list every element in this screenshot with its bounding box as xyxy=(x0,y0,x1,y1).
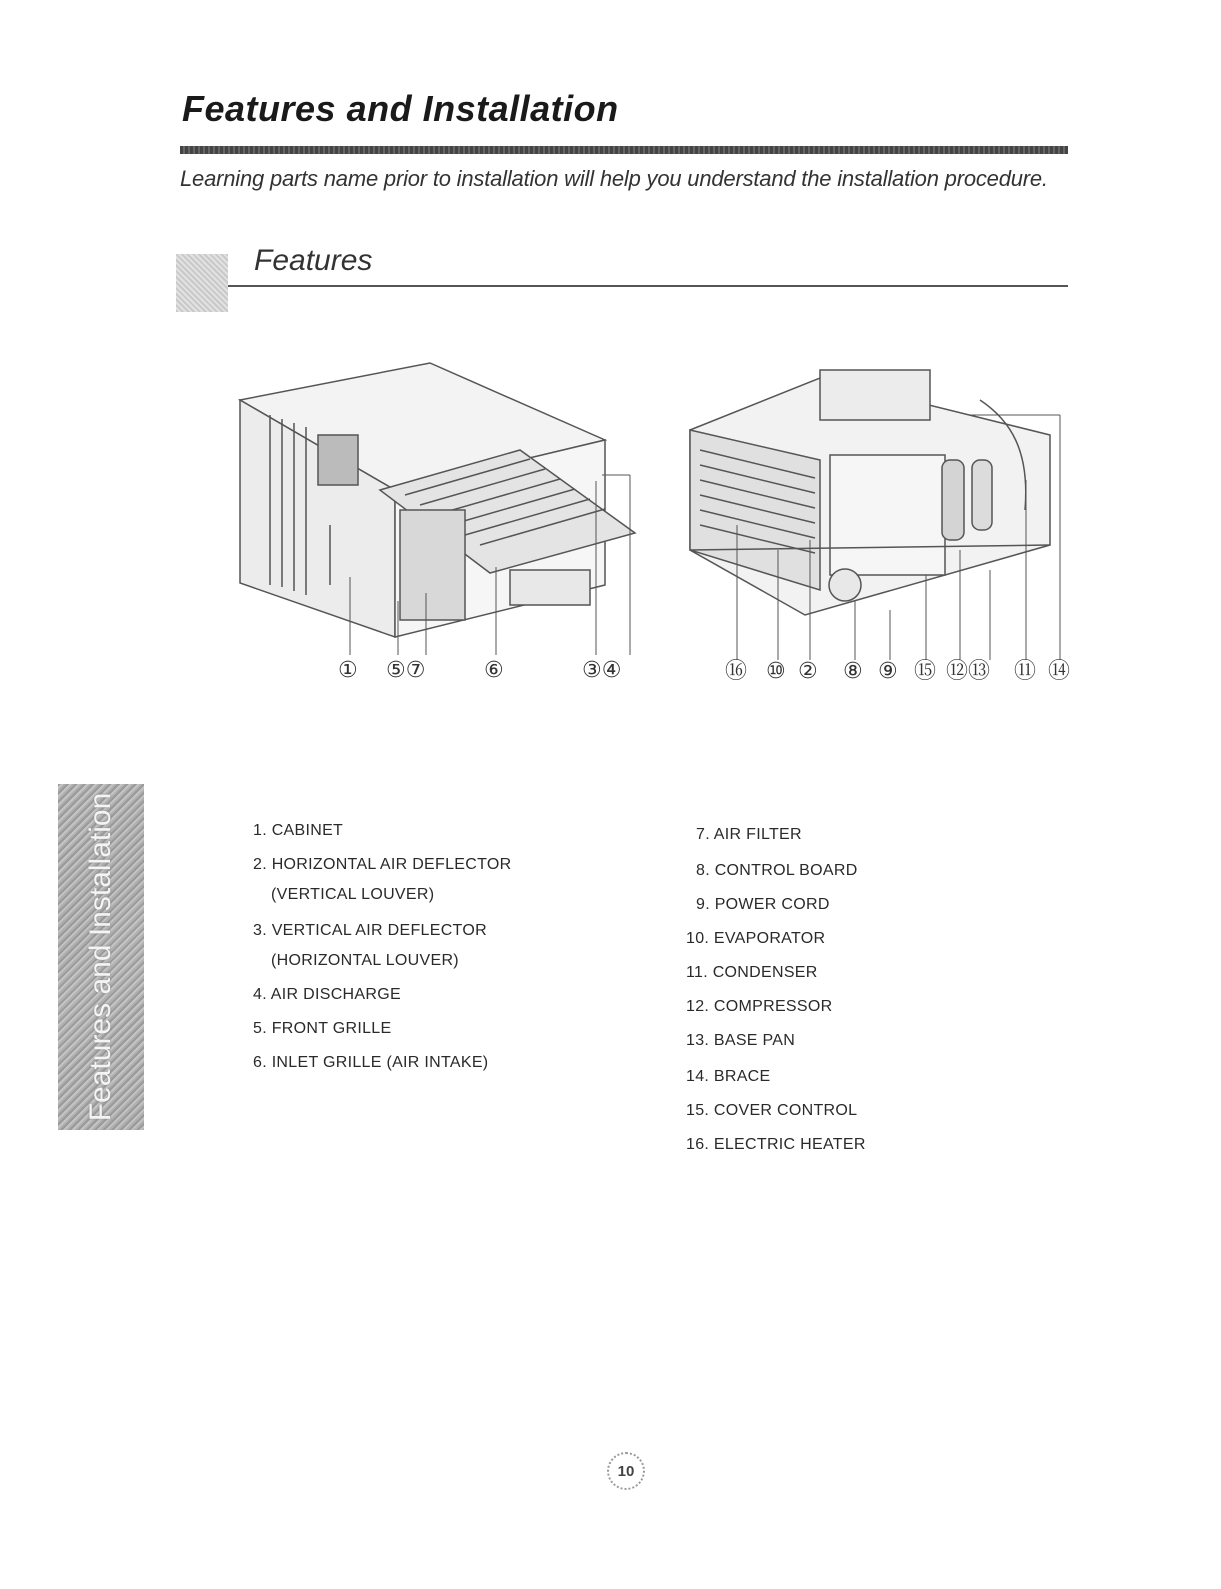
figure-assembled-unit xyxy=(230,355,650,695)
list-item: 10. EVAPORATOR xyxy=(686,930,826,947)
page-subtitle: Learning parts name prior to installation will help you understand the installation procedure. xyxy=(180,166,1048,191)
list-item: 16. ELECTRIC HEATER xyxy=(686,1136,866,1153)
page-number: 10 xyxy=(607,1452,645,1490)
list-item: 11. CONDENSER xyxy=(686,964,818,981)
callout-5-7: ⑤⑦ xyxy=(386,658,426,683)
callout-6: ⑥ xyxy=(484,658,504,683)
callout-2: ② xyxy=(798,659,818,684)
callout-9: ⑨ xyxy=(878,659,898,684)
callout-16: ⑯ xyxy=(725,659,748,684)
side-tab-label: Features and Installation xyxy=(84,792,117,1122)
callout-10: ⑩ xyxy=(766,659,786,684)
callout-1: ① xyxy=(338,658,358,683)
section-title: Features xyxy=(254,244,373,277)
list-item: 3. VERTICAL AIR DEFLECTOR xyxy=(253,922,487,939)
callout-11: ⑪ xyxy=(1014,659,1037,684)
callout-8: ⑧ xyxy=(843,659,863,684)
list-item: 4. AIR DISCHARGE xyxy=(253,986,401,1003)
callout-3-4: ③④ xyxy=(582,658,622,683)
list-item: 9. POWER CORD xyxy=(696,896,830,913)
page-title: Features and Installation xyxy=(182,88,619,129)
callout-12-13: ⑫⑬ xyxy=(946,659,991,684)
list-item: 14. BRACE xyxy=(686,1068,771,1085)
list-item: (HORIZONTAL LOUVER) xyxy=(271,952,459,969)
list-item: 8. CONTROL BOARD xyxy=(696,862,858,879)
section-marker xyxy=(176,254,228,312)
list-item: 7. AIR FILTER xyxy=(696,826,802,843)
list-item: 1. CABINET xyxy=(253,822,344,839)
section-rule xyxy=(228,285,1068,287)
list-item: 12. COMPRESSOR xyxy=(686,998,833,1015)
list-item: 5. FRONT GRILLE xyxy=(253,1020,392,1037)
list-item: 15. COVER CONTROL xyxy=(686,1102,858,1119)
list-item: 6. INLET GRILLE (AIR INTAKE) xyxy=(253,1054,489,1071)
callout-14: ⑭ xyxy=(1048,659,1071,684)
list-item: 13. BASE PAN xyxy=(686,1032,796,1049)
list-item: (VERTICAL LOUVER) xyxy=(271,886,435,903)
title-rule xyxy=(180,146,1068,154)
figure-internal-components xyxy=(680,360,1080,700)
callout-15: ⑮ xyxy=(914,659,937,684)
list-item: 2. HORIZONTAL AIR DEFLECTOR xyxy=(253,856,512,873)
